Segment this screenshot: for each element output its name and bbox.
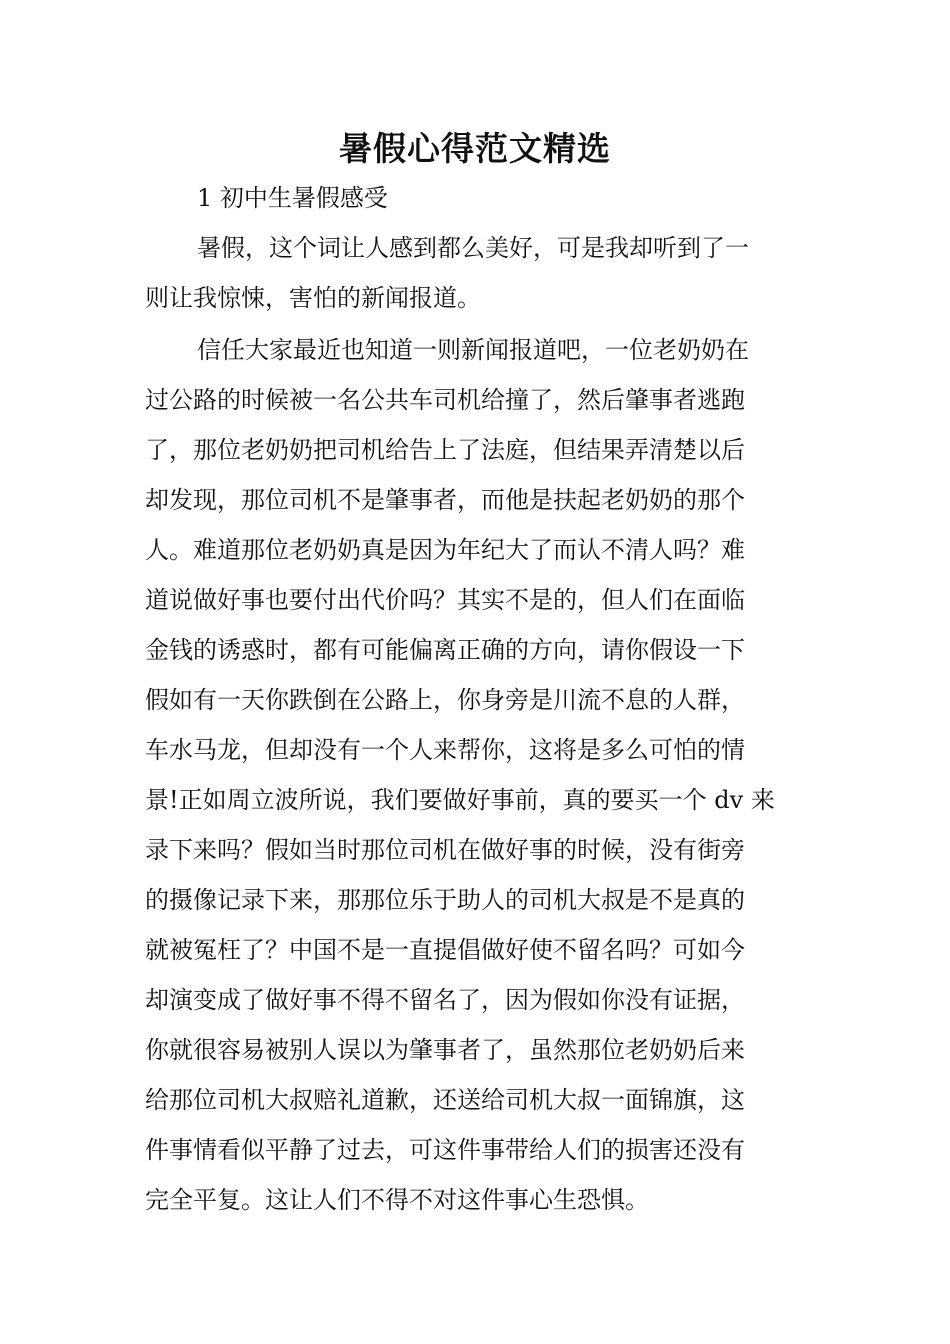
- paragraph-line: 了，那位老奶奶把司机给告上了法庭，但结果弄清楚以后: [145, 436, 745, 464]
- document-title: 暑假心得范文精选: [339, 129, 611, 168]
- paragraph-line: 过公路的时候被一名公共车司机给撞了，然后肇事者逃跑: [145, 386, 745, 414]
- paragraph-1: [145, 223, 813, 323]
- paragraph-line: 信任大家最近也知道一则新闻报道吧，一位老奶奶在: [197, 336, 749, 364]
- paragraph-line: 暑假，这个词让人感到都么美好，可是我却听到了一: [197, 234, 749, 262]
- paragraph-line: 却发现，那位司机不是肇事者，而他是扶起老奶奶的那个: [145, 486, 745, 514]
- paragraph-line: 的摄像记录下来，那那位乐于助人的司机大叔是不是真的: [145, 886, 745, 914]
- paragraph-line: 景!正如周立波所说，我们要做好事前，真的要买一个 dv 来: [145, 786, 775, 814]
- paragraph-line: 就被冤枉了？中国不是一直提倡做好使不留名吗？可如今: [145, 936, 745, 964]
- paragraph-2: [145, 325, 813, 1225]
- section-heading: 1 初中生暑假感受: [197, 184, 388, 212]
- paragraph-line: 录下来吗？假如当时那位司机在做好事的时候，没有街旁: [145, 836, 745, 864]
- paragraph-line: 车水马龙，但却没有一个人来帮你，这将是多么可怕的情: [145, 736, 745, 764]
- paragraph-line: 你就很容易被别人误以为肇事者了，虽然那位老奶奶后来: [145, 1036, 745, 1064]
- paragraph-line: 给那位司机大叔赔礼道歉，还送给司机大叔一面锦旗，这: [145, 1086, 745, 1114]
- paragraph-line: 道说做好事也要付出代价吗？其实不是的，但人们在面临: [145, 586, 745, 614]
- paragraph-line: 人。难道那位老奶奶真是因为年纪大了而认不清人吗？难: [145, 536, 745, 564]
- paragraph-line: 件事情看似平静了过去，可这件事带给人们的损害还没有: [145, 1136, 745, 1164]
- paragraph-line: 完全平复。这让人们不得不对这件事心生恐惧。: [145, 1186, 649, 1214]
- paragraph-line: 金钱的诱惑时，都有可能偏离正确的方向，请你假设一下: [145, 636, 745, 664]
- paragraph-line: 却演变成了做好事不得不留名了，因为假如你没有证据，: [145, 986, 745, 1014]
- paragraph-line: 假如有一天你跌倒在公路上，你身旁是川流不息的人群，: [145, 686, 745, 714]
- paragraph-line: 则让我惊悚，害怕的新闻报道。: [145, 284, 481, 312]
